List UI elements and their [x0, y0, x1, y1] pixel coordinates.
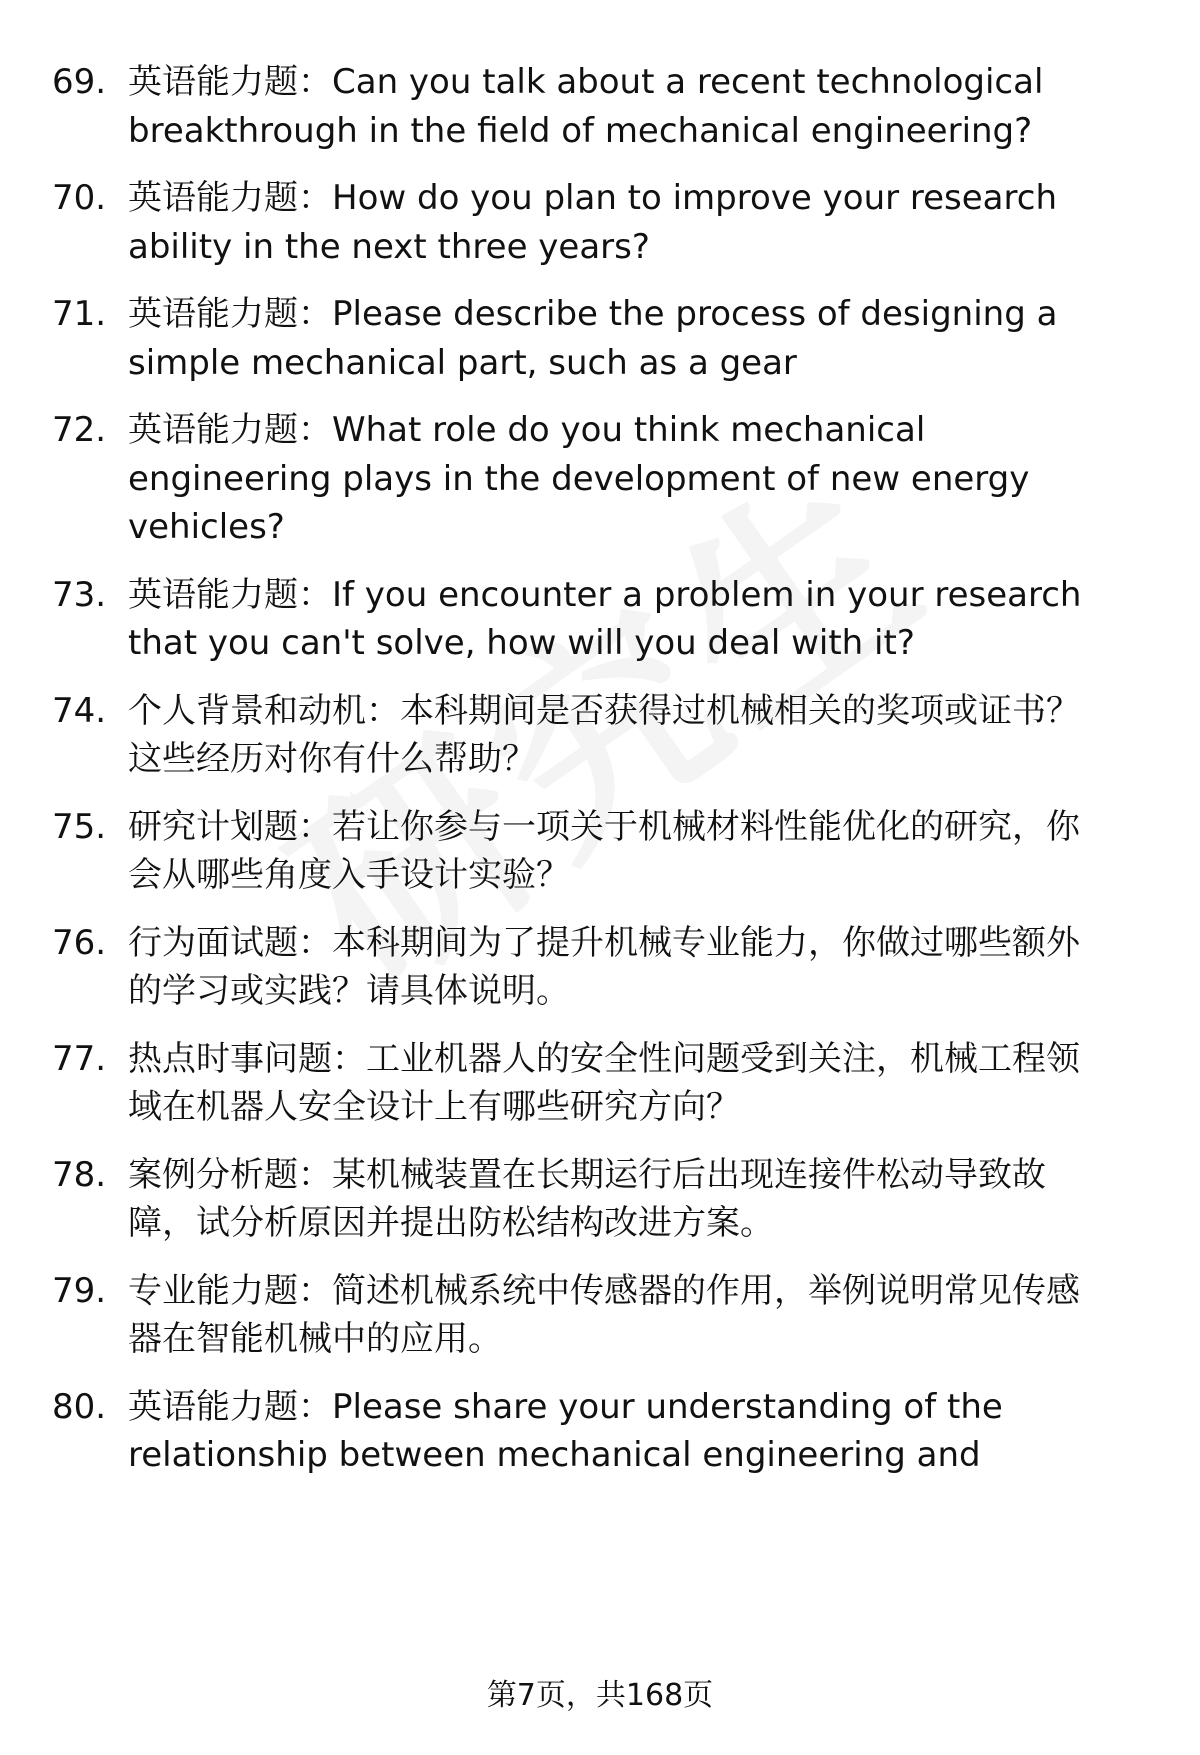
question-text	[128, 803, 1152, 900]
question-item	[52, 919, 1152, 1016]
question-text-line: 英语能力题：If you encounter a problem in your research	[128, 574, 1082, 615]
question-number: 77.	[52, 1038, 107, 1079]
question-number: 69.	[52, 62, 107, 102]
question-number: 79.	[52, 1270, 107, 1311]
question-text	[128, 571, 1152, 668]
question-item	[52, 1383, 1152, 1480]
question-text	[128, 1035, 1152, 1132]
question-text-line: 英语能力题：Please describe the process of designing a	[128, 294, 1058, 334]
question-text-line: 英语能力题：Can you talk about a recent technological	[128, 62, 1044, 102]
question-text-line: vehicles?	[128, 507, 285, 547]
question-number: 71.	[52, 294, 107, 334]
question-item	[52, 803, 1152, 900]
question-text-line: 会从哪些角度入手设计实验？	[128, 855, 570, 895]
question-text-line: 热点时事问题：工业机器人的安全性问题受到关注，机械工程领	[128, 1038, 1080, 1079]
question-text-line: 英语能力题：Please share your understanding of the	[128, 1386, 1003, 1427]
question-text-line: 这些经历对你有什么帮助？	[128, 739, 536, 779]
question-item	[52, 406, 1152, 552]
question-number: 80.	[52, 1386, 107, 1427]
question-text-line: breakthrough in the field of mechanical engineering?	[128, 110, 1033, 151]
question-item	[52, 290, 1152, 387]
question-text-line: 的学习或实践？请具体说明。	[128, 971, 570, 1011]
question-item	[52, 174, 1152, 271]
question-text-line: that you can't solve, how will you deal with it?	[128, 623, 915, 663]
question-text-line: relationship between mechanical engineering and	[128, 1435, 981, 1475]
question-text-line: simple mechanical part, such as a gear	[128, 342, 797, 383]
question-text-line: 行为面试题：本科期间为了提升机械专业能力，你做过哪些额外	[128, 922, 1080, 963]
question-text-line: 障，试分析原因并提出防松结构改进方案。	[128, 1203, 774, 1243]
question-text-line: 专业能力题：简述机械系统中传感器的作用，举例说明常见传感	[128, 1270, 1080, 1311]
question-item	[52, 1267, 1152, 1364]
question-text-line: 器在智能机械中的应用。	[128, 1319, 502, 1359]
question-item	[52, 687, 1152, 784]
question-text-line: ability in the next three years?	[128, 226, 650, 267]
question-item	[52, 58, 1152, 155]
question-number: 70.	[52, 178, 107, 218]
question-text	[128, 290, 1152, 387]
question-item	[52, 571, 1152, 668]
question-text-line: 英语能力题：What role do you think mechanical	[128, 410, 926, 450]
question-text-line: engineering plays in the development of new energy	[128, 458, 1030, 499]
question-number: 78.	[52, 1154, 107, 1195]
question-text-line: 域在机器人安全设计上有哪些研究方向？	[128, 1087, 740, 1127]
question-text	[128, 1383, 1152, 1480]
question-item	[52, 1035, 1152, 1132]
question-number: 73.	[52, 574, 107, 615]
question-text	[128, 406, 1152, 552]
question-number: 76.	[52, 922, 107, 963]
question-text-line: 研究计划题：若让你参与一项关于机械材料性能优化的研究，你	[128, 806, 1080, 847]
question-text	[128, 58, 1152, 155]
question-text-line: 案例分析题：某机械装置在长期运行后出现连接件松动导致故	[128, 1154, 1046, 1195]
question-text	[128, 1151, 1152, 1248]
question-number: 74.	[52, 690, 107, 731]
question-item	[52, 1151, 1152, 1248]
question-text-line: 英语能力题：How do you plan to improve your research	[128, 178, 1057, 218]
page-number: 第7页，共168页	[486, 1678, 714, 1713]
question-text-line: 个人背景和动机：本科期间是否获得过机械相关的奖项或证书？	[128, 690, 1080, 731]
question-number: 72.	[52, 410, 107, 450]
question-number: 75.	[52, 806, 107, 847]
question-text	[128, 687, 1152, 784]
question-text	[128, 1267, 1152, 1364]
question-text	[128, 919, 1152, 1016]
question-list	[52, 58, 1152, 1499]
question-text	[128, 174, 1152, 271]
